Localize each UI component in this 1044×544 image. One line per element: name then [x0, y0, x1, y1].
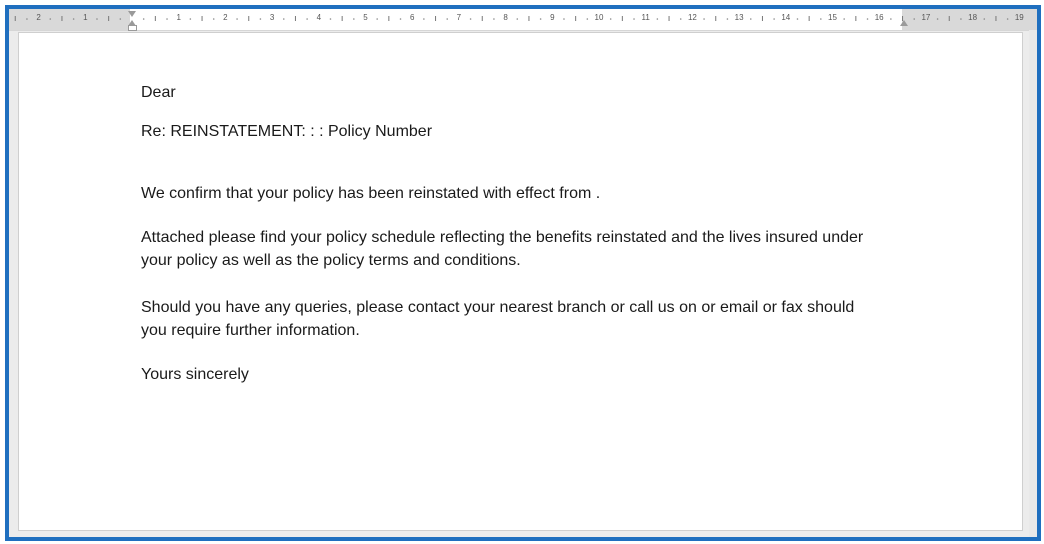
horizontal-ruler[interactable]: [9, 9, 1037, 31]
ruler-dot: [773, 18, 775, 20]
ruler-dot: [890, 18, 892, 20]
ruler-dot: [680, 18, 682, 20]
paragraph-queries-line-1: Should you have any queries, please contact your nearest branch or call us on or email or fax should: [141, 299, 855, 316]
ruler-label: 12: [687, 13, 697, 22]
ruler-label: 11: [641, 13, 650, 22]
ruler-dot: [913, 18, 915, 20]
ruler-label: 13: [734, 13, 744, 22]
ruler-dot: [423, 18, 425, 20]
ruler-dot: [353, 18, 355, 20]
first-line-indent-marker[interactable]: [128, 11, 136, 17]
left-indent-marker[interactable]: [128, 25, 137, 31]
ruler-dot: [587, 18, 589, 20]
ruler-dot: [446, 18, 448, 20]
document-page[interactable]: [18, 32, 1023, 531]
ruler-dot: [867, 18, 869, 20]
ruler-label: 19: [1014, 13, 1024, 22]
ruler-label: 6: [409, 13, 415, 22]
ruler-dot: [563, 18, 565, 20]
document-window: [5, 5, 1041, 541]
ruler-label: 9: [550, 13, 555, 22]
ruler-label: 14: [781, 13, 791, 22]
vertical-scrollbar[interactable]: [1029, 30, 1037, 537]
ruler-dot: [516, 18, 518, 20]
ruler-dot: [283, 18, 285, 20]
ruler-label: 15: [828, 13, 837, 22]
ruler-label: 5: [363, 13, 368, 22]
paragraph-attachment-line-1: Attached please find your policy schedule reflecting the benefits reinstated and the lives insured under: [141, 229, 864, 246]
ruler-dot: [843, 18, 845, 20]
ruler-label: 3: [269, 13, 275, 22]
ruler-dot: [820, 18, 822, 20]
ruler-label: 4: [316, 13, 322, 22]
right-indent-marker[interactable]: [900, 20, 908, 26]
ruler-dot: [120, 18, 122, 20]
ruler-dot: [96, 18, 98, 20]
ruler-dot: [400, 18, 402, 20]
ruler-dot: [190, 18, 192, 20]
ruler-dot: [727, 18, 729, 20]
ruler-label: 7: [456, 13, 462, 22]
ruler-dot: [633, 18, 635, 20]
paragraph-attachment-line-2: your policy as well as the policy terms and conditions.: [141, 252, 521, 269]
ruler-dot: [937, 18, 939, 20]
ruler-label: 17: [921, 13, 931, 22]
paragraph-queries-line-2: you require further information.: [141, 322, 360, 339]
ruler-label: 8: [503, 13, 508, 22]
reference-line: Re: REINSTATEMENT: : : Policy Number: [141, 123, 433, 140]
ruler-label: 1: [83, 13, 88, 22]
salutation-line: Dear: [141, 84, 176, 101]
ruler-dot: [960, 18, 962, 20]
ruler-dot: [236, 18, 238, 20]
closing-line: Yours sincerely: [141, 366, 249, 383]
ruler-dot: [330, 18, 332, 20]
ruler-dot: [166, 18, 168, 20]
ruler-label: 18: [968, 13, 978, 22]
ruler-dot: [49, 18, 51, 20]
ruler-dot: [493, 18, 495, 20]
ruler-label: 1: [176, 13, 181, 22]
ruler-dot: [143, 18, 145, 20]
ruler-label: 16: [874, 13, 884, 22]
ruler-dot: [306, 18, 308, 20]
ruler-label: 10: [594, 13, 604, 22]
ruler-label: 2: [36, 13, 41, 22]
ruler-dot: [73, 18, 75, 20]
ruler-dot: [703, 18, 705, 20]
ruler-dot: [376, 18, 378, 20]
ruler-dot: [983, 18, 985, 20]
ruler-dot: [797, 18, 799, 20]
ruler-label: 2: [223, 13, 228, 22]
ruler-dot: [1007, 18, 1009, 20]
ruler-dot: [540, 18, 542, 20]
ruler-dot: [610, 18, 612, 20]
ruler-dot: [657, 18, 659, 20]
ruler-dot: [470, 18, 472, 20]
ruler-dot: [26, 18, 28, 20]
paragraph-confirmation: We confirm that your policy has been reinstated with effect from .: [141, 185, 601, 202]
ruler-dot: [213, 18, 215, 20]
ruler-dot: [750, 18, 752, 20]
ruler-dot: [260, 18, 262, 20]
